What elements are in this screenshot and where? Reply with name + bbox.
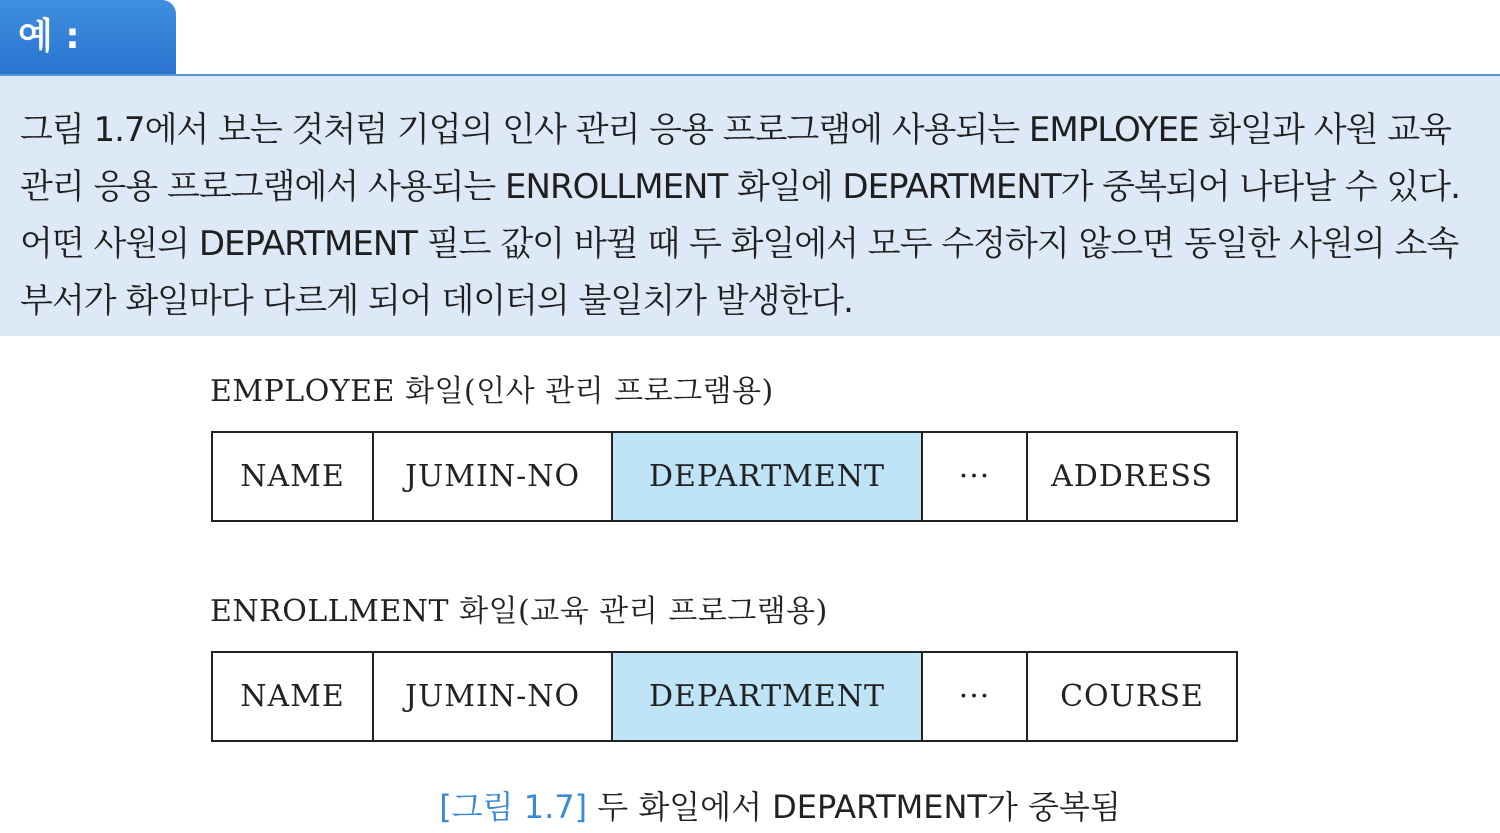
- employee-field-address: ADDRESS: [1051, 459, 1213, 494]
- employee-field-department: DEPARTMENT: [613, 433, 923, 520]
- example-text: 그림 1.7에서 보는 것처럼 기업의 인사 관리 응용 프로그램에 사용되는 EMPLOYEE 화일과 사원 교육 관리 응용 프로그램에서 사용되는 ENROLLMENT 화일에 DEPARTMENT가 중복되어 나타날 수 있다. 어떤 사원의 DEPARTMENT 필드 값이 바뀔 때 두 화일에서 모두 수정하지 않으면 동일한 사원의 소속 부서가 화일마다 다르게 되어 데이터의 불일치가 발생한다.: [20, 110, 1460, 321]
- figure-title: 두 화일에서 DEPARTMENT가 중복됨: [597, 788, 1121, 826]
- employee-field-name: NAME: [213, 433, 374, 520]
- enrollment-record: [211, 651, 1238, 742]
- enrollment-field-name: NAME: [213, 653, 374, 740]
- example-tag: 예 :: [0, 0, 176, 74]
- enrollment-field-jumin-no: JUMIN-NO: [374, 653, 613, 740]
- employee-file-caption: EMPLOYEE 화일(인사 관리 프로그램용): [210, 374, 774, 409]
- enrollment-field-department: DEPARTMENT: [613, 653, 923, 740]
- employee-field-jumin-no: JUMIN-NO: [374, 433, 613, 520]
- employee-field-ellipsis: ···: [923, 433, 1028, 520]
- enrollment-file-caption: ENROLLMENT 화일(교육 관리 프로그램용): [210, 594, 828, 629]
- enrollment-field-ellipsis: ···: [923, 653, 1028, 740]
- example-box: [0, 74, 1500, 336]
- employee-record: [211, 431, 1238, 522]
- enrollment-field-course: COURSE: [1060, 679, 1204, 714]
- figure-caption: [0, 782, 1500, 828]
- figure-number: [그림 1.7]: [439, 788, 588, 826]
